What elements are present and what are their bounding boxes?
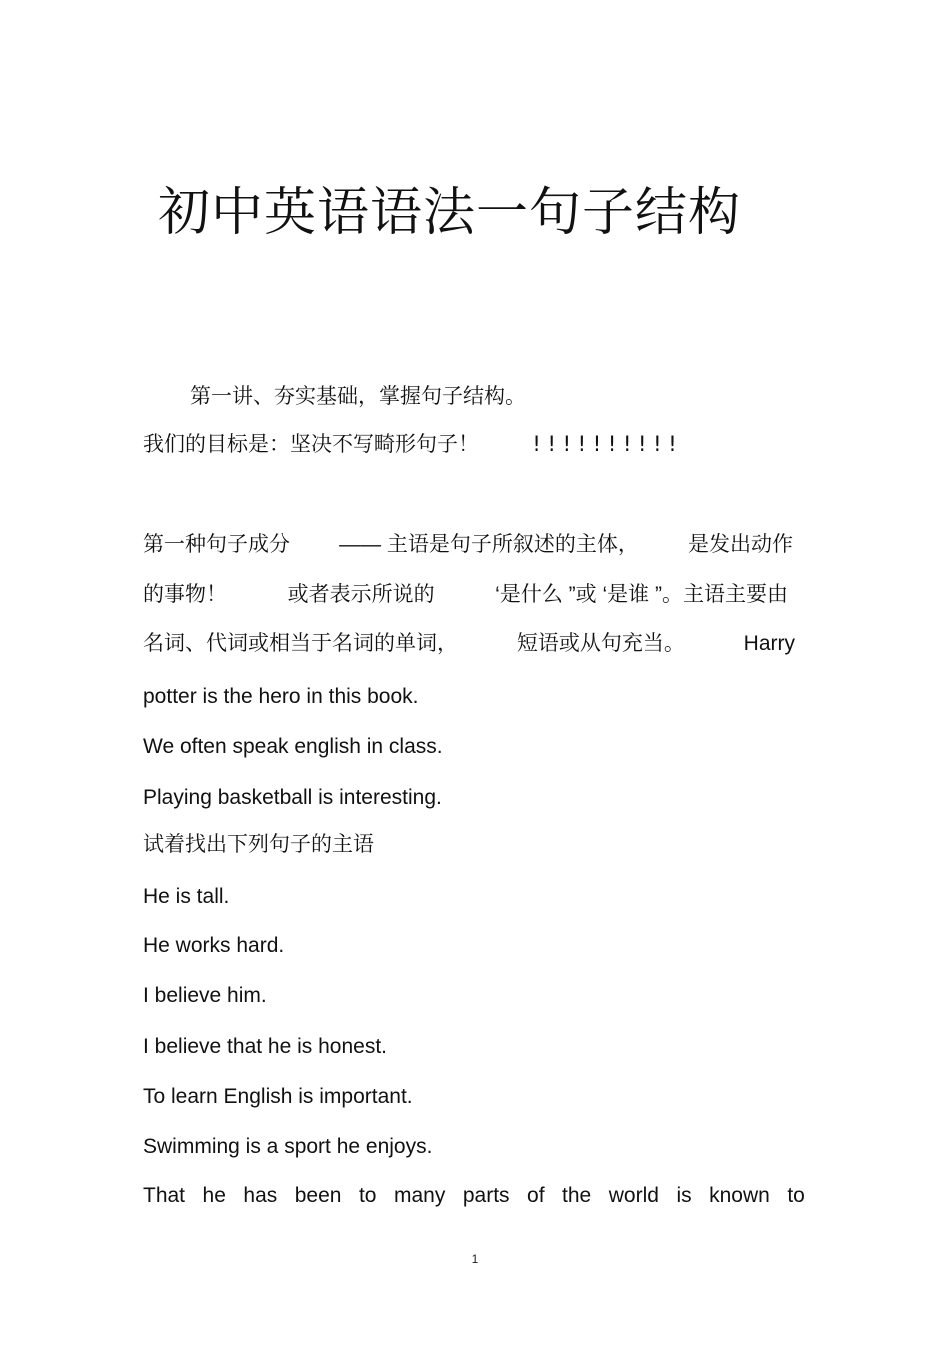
word: to <box>787 1184 805 1207</box>
word: many <box>393 1184 446 1207</box>
page-number: 1 <box>471 1252 479 1266</box>
para-fragment: —— 主语是句子所叙述的主体， <box>339 533 639 556</box>
exercise-last-line <box>143 1181 805 1211</box>
para-fragment: 是发出动作 <box>688 533 793 556</box>
exercise-sentence: He works hard. <box>143 934 285 957</box>
goal-marks: ! ! ! ! ! ! ! ! ! ! <box>532 432 677 456</box>
example-sentence: We often speak english in class. <box>143 735 443 758</box>
word: the <box>562 1184 592 1207</box>
para-fragment: 或者表示所说的 <box>287 583 435 606</box>
word: is <box>676 1184 692 1207</box>
lecture-heading: 第一讲、夯实基础，掌握句子结构。 <box>190 384 526 408</box>
exercise-sentence: I believe him. <box>143 984 267 1007</box>
word: has <box>243 1184 278 1207</box>
goal-text: 我们的目标是：坚决不写畸形句子！ <box>143 432 479 456</box>
para-fragment: 短语或从句充当。 <box>516 632 685 655</box>
exercise-sentence: Swimming is a sport he enjoys. <box>143 1135 433 1158</box>
subject-para-line-1 <box>143 530 793 560</box>
word: That <box>143 1184 186 1207</box>
word: known <box>709 1184 770 1207</box>
word: of <box>527 1184 545 1207</box>
goal-line <box>143 429 677 459</box>
para-fragment: Harry <box>743 632 795 655</box>
exercise-heading: 试着找出下列句子的主语 <box>143 832 374 856</box>
subject-para-line-2 <box>143 580 788 610</box>
word: parts <box>462 1184 510 1207</box>
example-sentence: Playing basketball is interesting. <box>143 786 442 809</box>
subject-para-line-4: potter is the hero in this book. <box>143 685 419 708</box>
word: world <box>608 1184 659 1207</box>
subject-para-line-3 <box>143 629 795 659</box>
exercise-sentence: He is tall. <box>143 885 230 908</box>
word: he <box>202 1184 226 1207</box>
exercise-sentence: I believe that he is honest. <box>143 1035 387 1058</box>
document-title: 初中英语语法一句子结构 <box>158 183 742 243</box>
para-fragment: ‘是什么 ”或 ‘是谁 ”。主语主要由 <box>495 583 788 606</box>
para-fragment: 第一种句子成分 <box>143 533 290 556</box>
word: to <box>358 1184 377 1207</box>
exercise-sentence: To learn English is important. <box>143 1085 413 1108</box>
para-fragment: 的事物！ <box>143 583 227 606</box>
word: been <box>294 1184 342 1207</box>
para-fragment: 名词、代词或相当于名词的单词， <box>143 632 458 655</box>
